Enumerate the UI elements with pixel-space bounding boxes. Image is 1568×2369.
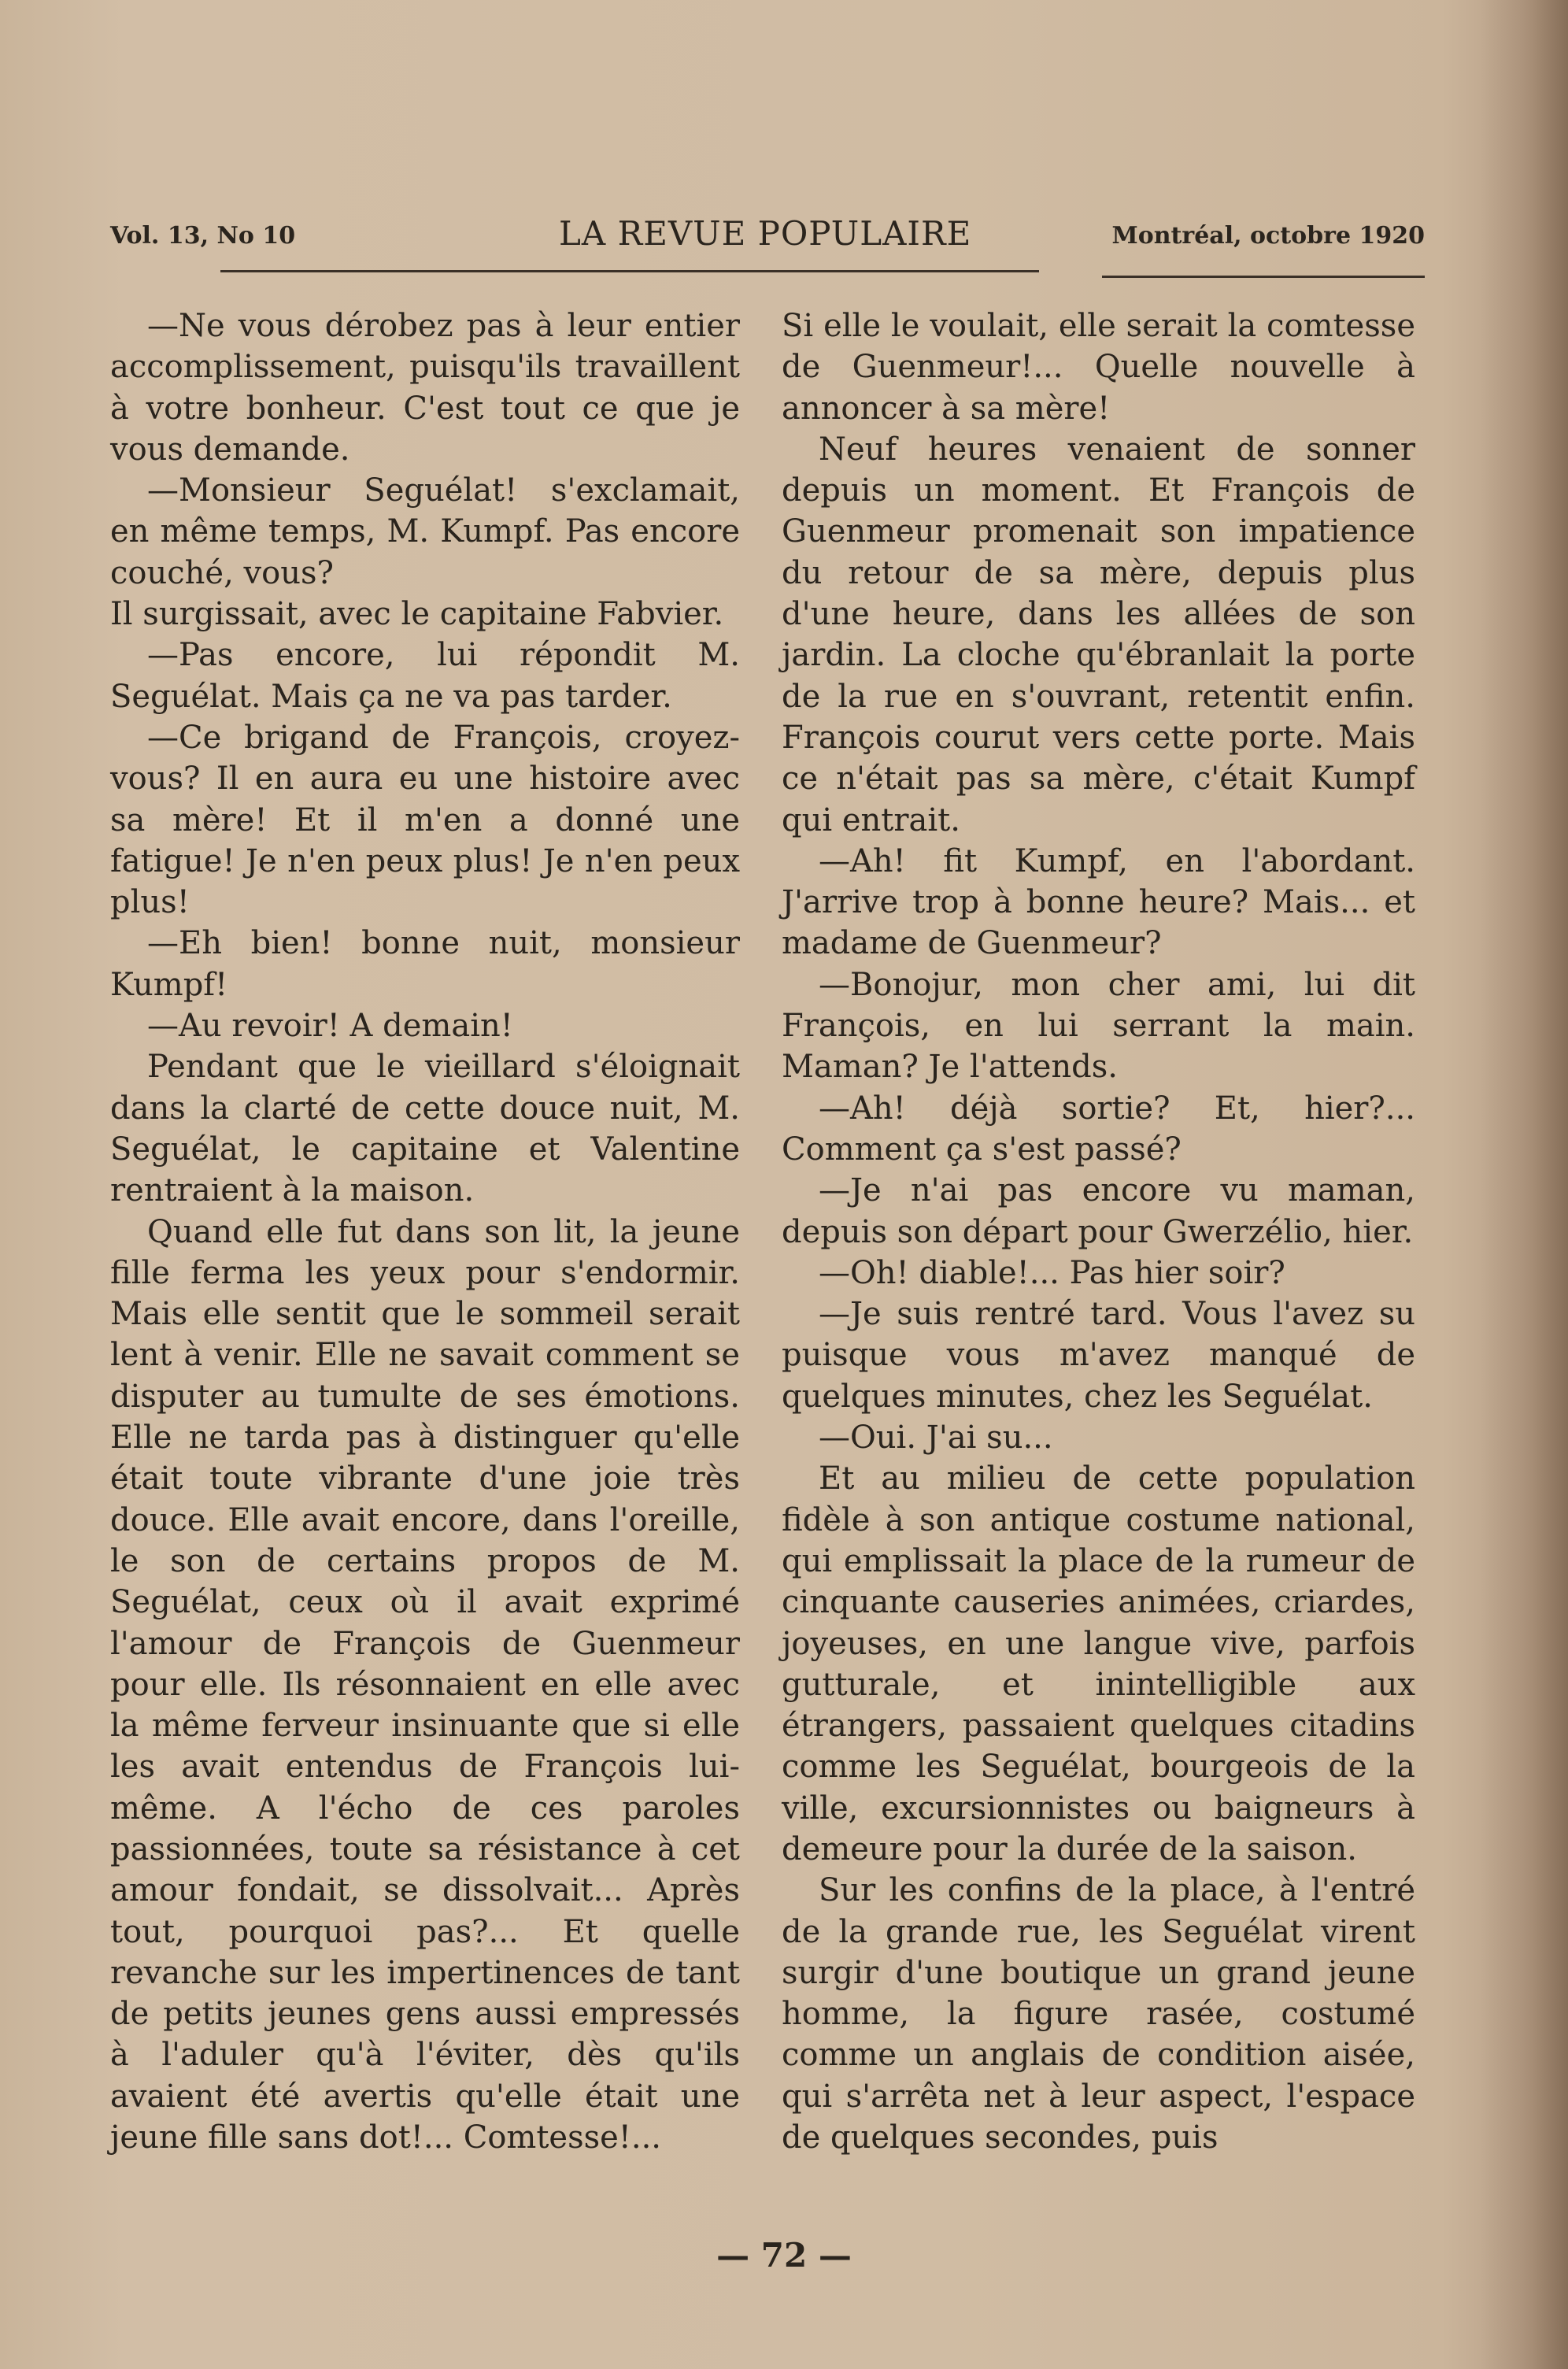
paragraph: —Eh bien! bonne nuit, monsieur Kumpf! xyxy=(110,925,740,1003)
issue-date: Montréal, octobre 1920 xyxy=(1111,222,1425,250)
paragraph: —Ne vous dérobez pas à leur entier accomplissement, puisqu'ils travaillent à votre bonheur. C'est tout ce que je vous demande. xyxy=(110,308,740,468)
paragraph: —Ah! déjà sortie? Et, hier?... Comment ça s'est passé? xyxy=(782,1090,1415,1168)
volume-issue: Vol. 13, No 10 xyxy=(110,222,296,250)
paragraph: Neuf heures venaient de sonner depuis un moment. Et François de Guenmeur promenait son impatience du retour de sa mère, depuis plus d'une heure, dans les allées de son jardin. La cloche qu'ébranlait la porte de la rue en s'ouvrant, retentit enfin. François courut vers cette porte. Mais ce n'était pas sa mère, c'était Kumpf qui entrait. xyxy=(782,431,1415,838)
header-rule-right xyxy=(1102,276,1425,278)
paragraph: —Ce brigand de François, croyez-vous? Il en aura eu une histoire avec sa mère! Et il m'en a donné une fatigue! Je n'en peux plus! Je n'en peux plus! xyxy=(110,719,740,921)
paragraph: —Monsieur Seguélat! s'exclamait, en même temps, M. Kumpf. Pas encore couché, vous? xyxy=(110,472,740,591)
paragraph: Il surgissait, avec le capitaine Fabvier. xyxy=(110,596,724,633)
right-column xyxy=(782,305,1415,2158)
paragraph: —Bonojur, mon cher ami, lui dit François, en lui serrant la main. Maman? Je l'attends. xyxy=(782,966,1415,1086)
paragraph: Quand elle fut dans son lit, la jeune fille ferma les yeux pour s'endormir. Mais elle sentit que le sommeil serait lent à venir. Elle ne savait comment se disputer au tumulte de ses émotions. Elle ne tarda pas à distinguer qu'elle était toute vibrante d'une joie très douce. Elle avait encore, dans l'oreille, le son de certains propos de M. Seguélat, ceux où il avait exprimé l'amour de François de Guenmeur pour elle. Ils résonnaient en elle avec la même ferveur insinuante que si elle les avait entendus de François lui-même. A l'écho de ces paroles passionnées, toute sa résistance à cet amour fondait, se dissolvait... Après tout, pourquoi pas?... Et quelle revanche sur les impertinences de tant de petits jeunes gens aussi empressés à l'aduler qu'à l'éviter, dès qu'ils avaient été avertis qu'elle était une jeune fille sans dot!... Comtesse!... xyxy=(110,1213,740,2156)
paragraph: —Oh! diable!... Pas hier soir? xyxy=(819,1254,1285,1291)
paragraph: —Pas encore, lui répondit M. Seguélat. Mais ça ne va pas tarder. xyxy=(110,637,740,715)
paragraph: —Oui. J'ai su... xyxy=(819,1420,1053,1457)
paragraph: —Au revoir! A demain! xyxy=(147,1008,513,1045)
page-number: — 72 — xyxy=(716,2236,852,2275)
paragraph: Si elle le voulait, elle serait la comtesse de Guenmeur!... Quelle nouvelle à annoncer à sa mère! xyxy=(782,308,1415,427)
magazine-title: LA REVUE POPULAIRE xyxy=(559,214,972,253)
paragraph: Et au milieu de cette population fidèle à son antique costume national, qui emplissait la place de la rumeur de cinquante causeries animées, criardes, joyeuses, en une langue vive, parfois gutturale, et inintelligible aux étrangers, passaient quelques citadins comme les Seguélat, bourgeois de la ville, excursionnistes ou baigneurs à demeure pour la durée de la saison. xyxy=(782,1460,1415,1867)
paragraph: —Ah! fit Kumpf, en l'abordant. J'arrive trop à bonne heure? Mais... et madame de Guenmeur? xyxy=(782,842,1415,962)
paragraph: —Je n'ai pas encore vu maman, depuis son départ pour Gwerzélio, hier. xyxy=(782,1172,1415,1250)
paragraph: —Je suis rentré tard. Vous l'avez su puisque vous m'avez manqué de quelques minutes, chez les Seguélat. xyxy=(782,1296,1415,1415)
paragraph: Pendant que le vieillard s'éloignait dans la clarté de cette douce nuit, M. Seguélat, le capitaine et Valentine rentraient à la maison. xyxy=(110,1049,740,1209)
running-header xyxy=(110,214,1425,261)
paragraph: Sur les confins de la place, à l'entré de la grande rue, les Seguélat virent surgir d'une boutique un grand jeune homme, la figure rasée, costumé comme un anglais de condition aisée, qui s'arrêta net à leur aspect, l'espace de quelques secondes, puis xyxy=(782,1872,1415,2156)
left-column xyxy=(110,305,740,2158)
header-rule-left xyxy=(220,270,1039,272)
page-fold-shadow xyxy=(1480,0,1568,2369)
